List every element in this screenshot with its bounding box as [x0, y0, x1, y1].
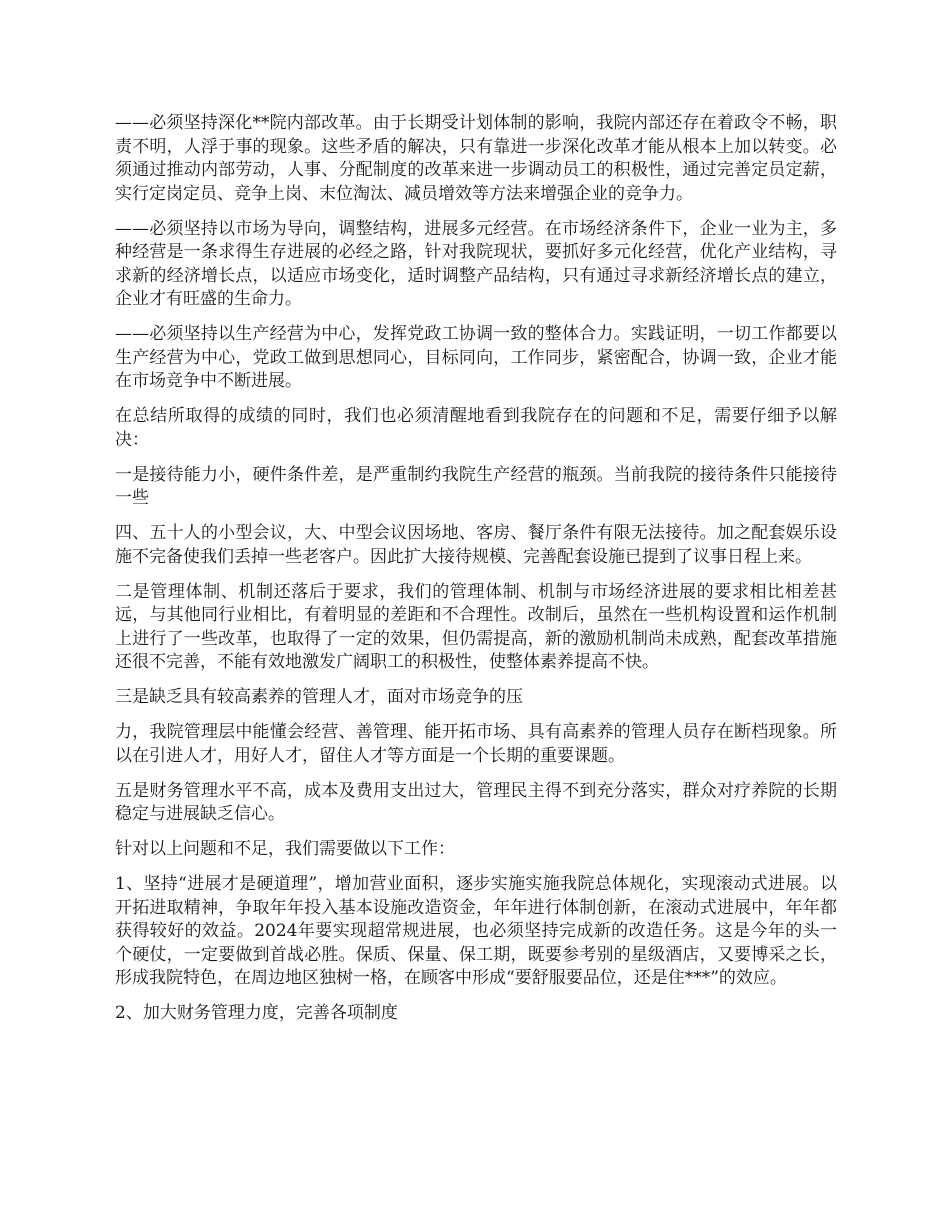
paragraph-problem-one-cont: 四、五十人的小型会议，大、中型会议因场地、客房、餐厅条件有限无法接待。加之配套娱乐设施不完备使我们丢掉一些老客户。因此扩大接待规模、完善配套设施已提到了议事日程上来。	[115, 523, 837, 567]
paragraph-work-intro: 针对以上问题和不足，我们需要做以下工作：	[115, 839, 455, 859]
document-body	[115, 112, 837, 1037]
paragraph-problem-three-cont: 力，我院管理层中能懂会经营、善管理、能开拓市场、具有高素养的管理人员存在断档现象。所以在引进人才，用好人才，留住人才等方面是一个长期的重要课题。	[115, 722, 837, 766]
paragraph-reform: ——必须坚持深化**院内部改革。由于长期受计划体制的影响，我院内部还存在着政令不畅，职责不明，人浮于事的现象。这些矛盾的解决，只有靠进一步深化改革才能从根本上加以转变。必须通过推动内部劳动，人事、分配制度的改革来进一步调动员工的积极性，通过完善定员定薪，实行定岗定员、竞争上岗、末位淘汰、减员增效等方法来增强企业的竞争力。	[115, 113, 837, 204]
paragraph-problems-intro: 在总结所取得的成绩的同时，我们也必须清醒地看到我院存在的问题和不足，需要仔细予以解决：	[115, 406, 837, 450]
paragraph-work-two: 2、加大财务管理力度，完善各项制度	[115, 1003, 398, 1023]
paragraph-market-oriented: ——必须坚持以市场为导向，调整结构，进展多元经营。在市场经济条件下，企业一业为主，多种经营是一条求得生存进展的必经之路，针对我院现状，要抓好多元化经营，优化产业结构，寻求新的经济增长点，以适应市场变化，适时调整产品结构，只有通过寻求新经济增长点的建立，企业才有旺盛的生命力。	[115, 218, 837, 309]
paragraph-production-center: ——必须坚持以生产经营为中心，发挥党政工协调一致的整体合力。实践证明，一切工作都要以生产经营为中心，党政工做到思想同心，目标同向，工作同步，紧密配合，协调一致，企业才能在市场竞争中不断进展。	[115, 324, 837, 391]
paragraph-problem-two: 二是管理体制、机制还落后于要求，我们的管理体制、机制与市场经济进展的要求相比相差甚远，与其他同行业相比，有着明显的差距和不合理性。改制后，虽然在一些机构设置和运作机制上进行了一些改革，也取得了一定的效果，但仍需提高，新的激励机制尚未成熟，配套改革措施还很不完善，不能有效地激发广阔职工的积极性，使整体素养提高不快。	[115, 581, 837, 672]
paragraph-problem-five: 五是财务管理水平不高，成本及费用支出过大，管理民主得不到充分落实，群众对疗养院的长期稳定与进展缺乏信心。	[115, 780, 837, 824]
paragraph-work-one: 1、坚持“进展才是硬道理”，增加营业面积，逐步实施实施我院总体规化，实现滚动式进展。以开拓进取精神，争取年年投入基本设施改造资金，年年进行体制创新，在滚动式进展中，年年都获得较好的效益。2024年要实现超常规进展，也必须坚持完成新的改造任务。这是今年的头一个硬仗，一定要做到首战必胜。保质、保量、保工期，既要参考别的星级酒店，又要博采之长，形成我院特色，在周边地区独树一格，在顾客中形成“要舒服要品位，还是住***”的效应。	[115, 874, 837, 988]
paragraph-problem-three: 三是缺乏具有较高素养的管理人才，面对市场竞争的压	[115, 687, 523, 707]
paragraph-problem-one: 一是接待能力小，硬件条件差，是严重制约我院生产经营的瓶颈。当前我院的接待条件只能接待一些	[115, 464, 837, 508]
